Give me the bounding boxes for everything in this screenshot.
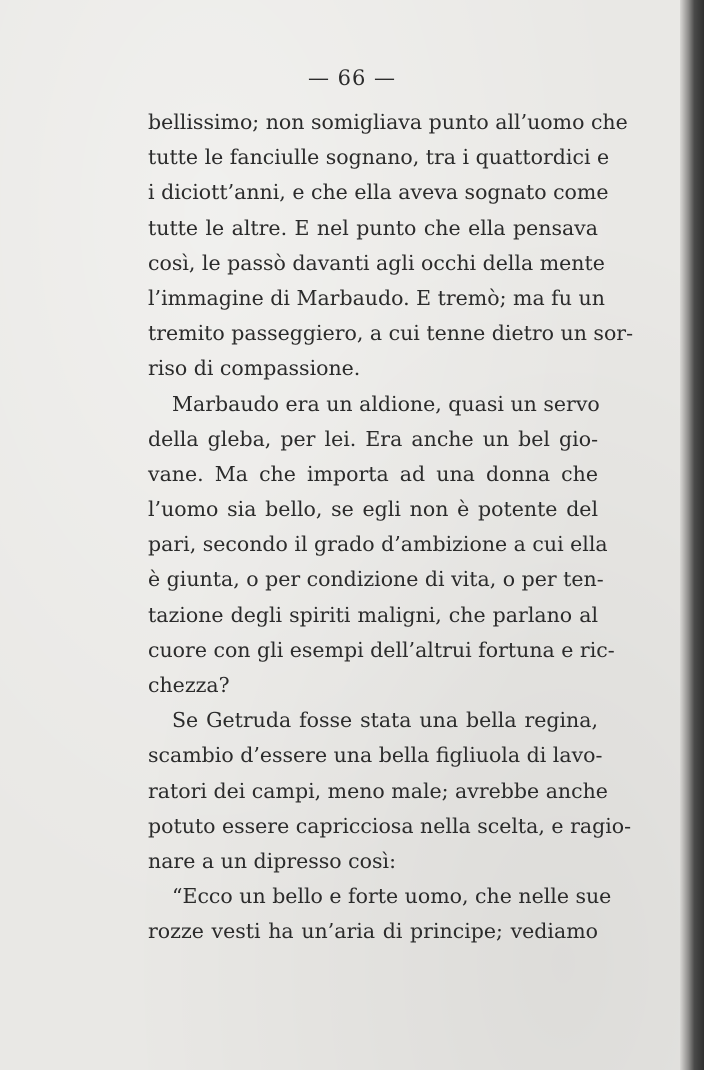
paragraph-start-line: Marbaudo era un aldione, quasi un servo <box>172 391 600 416</box>
text-line: tutte le fanciulle sognano, tra i quattordici e <box>148 145 610 170</box>
text-line: è giunta, o per condizione di vita, o per ten- <box>148 567 604 592</box>
text-line: i diciott’anni, e che ella aveva sognato come <box>148 180 609 205</box>
text-line: rozze vesti ha un’aria di principe; vediamo <box>148 919 598 944</box>
text-line: cuore con gli esempi dell’altrui fortuna e ric- <box>148 637 615 662</box>
text-line: scambio d’essere una bella figliuola di lavo- <box>148 743 603 768</box>
body-text <box>148 105 634 950</box>
text-line: riso di compassione. <box>148 356 361 381</box>
book-binding-edge <box>680 0 704 1070</box>
text-line: potuto essere capricciosa nella scelta, e ragio- <box>148 813 632 838</box>
text-line: tazione degli spiriti maligni, che parlano al <box>148 602 598 627</box>
text-line: bellissimo; non somigliava punto all’uomo che <box>148 110 628 134</box>
text-line: l’uomo sia bello, se egli non è potente del <box>148 497 598 522</box>
text-line: vane. Ma che importa ad una donna che <box>148 461 598 486</box>
page-number: — 66 — <box>307 66 397 90</box>
text-line: ratori dei campi, meno male; avrebbe anche <box>148 778 608 803</box>
text-line: tutte le altre. E nel punto che ella pensava <box>148 215 598 240</box>
text-line: nare a un dipresso così: <box>148 848 396 873</box>
text-line: pari, secondo il grado d’ambizione a cui ella <box>148 532 608 557</box>
text-line: chezza? <box>148 673 230 697</box>
paragraph-start-line: Se Getruda fosse stata una bella regina, <box>172 708 598 733</box>
paragraph-start-line: “Ecco un bello e forte uomo, che nelle sue <box>172 884 612 909</box>
text-line: l’immagine di Marbaudo. E tremò; ma fu un <box>148 285 605 310</box>
text-line: della gleba, per lei. Era anche un bel gio- <box>148 426 598 451</box>
text-line: tremito passeggiero, a cui tenne dietro un sor- <box>148 321 634 346</box>
text-line: così, le passò davanti agli occhi della mente <box>148 250 605 275</box>
